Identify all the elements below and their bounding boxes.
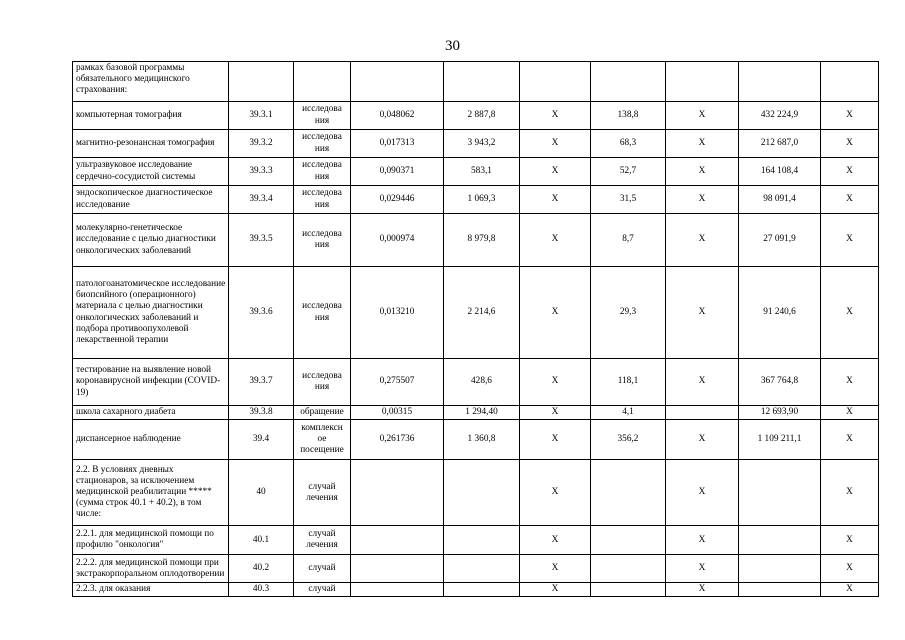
cell-c5: 428,6 <box>444 359 520 406</box>
cell-c4: 0,00315 <box>351 406 444 420</box>
cell-code: 40.2 <box>229 555 294 583</box>
table-row <box>73 583 879 597</box>
cell-c4 <box>351 583 444 597</box>
cell-c10: X <box>821 102 879 130</box>
cell-c4: 0,013210 <box>351 267 444 359</box>
cell-c5: 583,1 <box>444 158 520 186</box>
cell-unit: комплексн ое посещение <box>294 420 351 460</box>
cell-c8: X <box>666 214 739 267</box>
table-row <box>73 359 879 406</box>
table-row <box>73 267 879 359</box>
cell-c6 <box>520 62 591 102</box>
cell-c8 <box>666 406 739 420</box>
table-row <box>73 62 879 102</box>
cell-code: 39.3.4 <box>229 186 294 214</box>
cell-c9: 98 091,4 <box>739 186 821 214</box>
cell-unit <box>294 62 351 102</box>
cell-name: 2.2.3. для оказания <box>73 583 229 597</box>
cell-name: ультразвуковое исследование сердечно-сосудистой системы <box>73 158 229 186</box>
cell-unit: случай <box>294 555 351 583</box>
cell-c8: X <box>666 583 739 597</box>
cell-unit: исследова ния <box>294 359 351 406</box>
cell-code: 39.3.1 <box>229 102 294 130</box>
cell-c6: X <box>520 555 591 583</box>
table-row <box>73 130 879 158</box>
cell-c10 <box>821 62 879 102</box>
cell-unit: случай лечения <box>294 526 351 555</box>
cell-c7 <box>591 555 666 583</box>
cell-c4: 0,275507 <box>351 359 444 406</box>
cell-c7 <box>591 62 666 102</box>
cell-c8: X <box>666 102 739 130</box>
cell-c6: X <box>520 359 591 406</box>
cell-c4: 0,261736 <box>351 420 444 460</box>
cell-c8: X <box>666 186 739 214</box>
table-row <box>73 186 879 214</box>
cell-c6: X <box>520 420 591 460</box>
cell-c8: X <box>666 460 739 526</box>
table-row <box>73 406 879 420</box>
cell-c4 <box>351 62 444 102</box>
cell-c5 <box>444 460 520 526</box>
cell-code: 39.3.7 <box>229 359 294 406</box>
cell-c4: 0,029446 <box>351 186 444 214</box>
page-number: 30 <box>445 38 460 54</box>
cell-name: тестирование на выявление новой коронавирусной инфекции (COVID-19) <box>73 359 229 406</box>
cell-c9: 212 687,0 <box>739 130 821 158</box>
cell-c8 <box>666 62 739 102</box>
cell-c4: 0,048062 <box>351 102 444 130</box>
cell-c6: X <box>520 130 591 158</box>
cell-c5: 3 943,2 <box>444 130 520 158</box>
cell-code: 39.3.8 <box>229 406 294 420</box>
cell-c4 <box>351 526 444 555</box>
cell-c6: X <box>520 406 591 420</box>
cell-c10: X <box>821 406 879 420</box>
cell-c5: 1 360,8 <box>444 420 520 460</box>
cell-c7: 31,5 <box>591 186 666 214</box>
cell-code: 39.3.2 <box>229 130 294 158</box>
cell-c7: 68,3 <box>591 130 666 158</box>
cell-name: рамках базовой программы обязательного медицинского страхования: <box>73 62 229 102</box>
cell-c10: X <box>821 359 879 406</box>
table-row <box>73 420 879 460</box>
cell-c9: 12 693,90 <box>739 406 821 420</box>
cell-unit: исследова ния <box>294 158 351 186</box>
cell-c5: 1 294,40 <box>444 406 520 420</box>
cell-c4: 0,090371 <box>351 158 444 186</box>
cell-c5 <box>444 555 520 583</box>
cell-unit: случай лечения <box>294 460 351 526</box>
cell-c10: X <box>821 130 879 158</box>
cell-code: 39.3.5 <box>229 214 294 267</box>
cell-c10: X <box>821 186 879 214</box>
cell-c7: 8,7 <box>591 214 666 267</box>
cell-c6: X <box>520 583 591 597</box>
cell-c5 <box>444 583 520 597</box>
cell-c7: 118,1 <box>591 359 666 406</box>
cell-c10: X <box>821 420 879 460</box>
cell-name: компьютерная томография <box>73 102 229 130</box>
cell-unit: исследова ния <box>294 186 351 214</box>
table-row <box>73 460 879 526</box>
cell-unit: исследова ния <box>294 267 351 359</box>
cell-unit: случай <box>294 583 351 597</box>
cell-c8: X <box>666 555 739 583</box>
cell-name: 2.2.2. для медицинской помощи при экстракорпоральном оплодотворении <box>73 555 229 583</box>
cell-c8: X <box>666 420 739 460</box>
cell-c9 <box>739 526 821 555</box>
cell-name: молекулярно-генетическое исследование с целью диагностики онкологических заболеваний <box>73 214 229 267</box>
cell-c6: X <box>520 102 591 130</box>
cell-c10: X <box>821 158 879 186</box>
cell-code: 39.3.6 <box>229 267 294 359</box>
cell-c6: X <box>520 158 591 186</box>
cell-c10: X <box>821 214 879 267</box>
cell-c8: X <box>666 267 739 359</box>
cell-c10: X <box>821 583 879 597</box>
cell-c8: X <box>666 359 739 406</box>
cell-c5: 2 214,6 <box>444 267 520 359</box>
cell-name: диспансерное наблюдение <box>73 420 229 460</box>
cell-name: 2.2. В условиях дневных стационаров, за исключением медицинской реабилитации ***** (сумма строк 40.1 + 40.2), в том числе: <box>73 460 229 526</box>
cell-unit: обращение <box>294 406 351 420</box>
cell-c7 <box>591 460 666 526</box>
cell-c9: 367 764,8 <box>739 359 821 406</box>
table-row <box>73 555 879 583</box>
cell-c10: X <box>821 526 879 555</box>
cell-c6: X <box>520 460 591 526</box>
table-row <box>73 214 879 267</box>
data-table <box>72 61 879 597</box>
cell-c8: X <box>666 526 739 555</box>
cell-c8: X <box>666 158 739 186</box>
cell-unit: исследова ния <box>294 130 351 158</box>
cell-name: патологоанатомическое исследование биопсийного (операционного) материала с целью диагностики онкологических заболеваний и подбора противоопухолевой лекарственной терапии <box>73 267 229 359</box>
cell-c5: 8 979,8 <box>444 214 520 267</box>
cell-name: школа сахарного диабета <box>73 406 229 420</box>
cell-name: эндоскопическое диагностическое исследование <box>73 186 229 214</box>
cell-c9: 1 109 211,1 <box>739 420 821 460</box>
cell-c4: 0,017313 <box>351 130 444 158</box>
cell-c9 <box>739 62 821 102</box>
cell-unit: исследова ния <box>294 102 351 130</box>
cell-c9: 91 240,6 <box>739 267 821 359</box>
cell-name: магнитно-резонансная томография <box>73 130 229 158</box>
cell-c6: X <box>520 186 591 214</box>
cell-c9: 432 224,9 <box>739 102 821 130</box>
cell-c6: X <box>520 526 591 555</box>
cell-c5 <box>444 62 520 102</box>
table-row <box>73 158 879 186</box>
cell-c7: 138,8 <box>591 102 666 130</box>
cell-code: 40.3 <box>229 583 294 597</box>
cell-c5: 2 887,8 <box>444 102 520 130</box>
cell-c4: 0,000974 <box>351 214 444 267</box>
cell-c5 <box>444 526 520 555</box>
cell-c10: X <box>821 460 879 526</box>
cell-code: 39.3.3 <box>229 158 294 186</box>
cell-c9: 27 091,9 <box>739 214 821 267</box>
cell-code: 40 <box>229 460 294 526</box>
cell-c6: X <box>520 214 591 267</box>
cell-c4 <box>351 555 444 583</box>
table-row <box>73 526 879 555</box>
cell-code <box>229 62 294 102</box>
cell-unit: исследова ния <box>294 214 351 267</box>
cell-c9 <box>739 583 821 597</box>
cell-c6: X <box>520 267 591 359</box>
cell-c9: 164 108,4 <box>739 158 821 186</box>
cell-c7: 52,7 <box>591 158 666 186</box>
cell-c7: 4,1 <box>591 406 666 420</box>
cell-c4 <box>351 460 444 526</box>
cell-c7 <box>591 526 666 555</box>
cell-c10: X <box>821 267 879 359</box>
cell-c5: 1 069,3 <box>444 186 520 214</box>
cell-c7: 356,2 <box>591 420 666 460</box>
table-row <box>73 102 879 130</box>
cell-code: 40.1 <box>229 526 294 555</box>
cell-c10: X <box>821 555 879 583</box>
cell-code: 39.4 <box>229 420 294 460</box>
cell-c8: X <box>666 130 739 158</box>
cell-c9 <box>739 555 821 583</box>
cell-c7 <box>591 583 666 597</box>
cell-name: 2.2.1. для медицинской помощи по профилю "онкология" <box>73 526 229 555</box>
cell-c9 <box>739 460 821 526</box>
cell-c7: 29,3 <box>591 267 666 359</box>
